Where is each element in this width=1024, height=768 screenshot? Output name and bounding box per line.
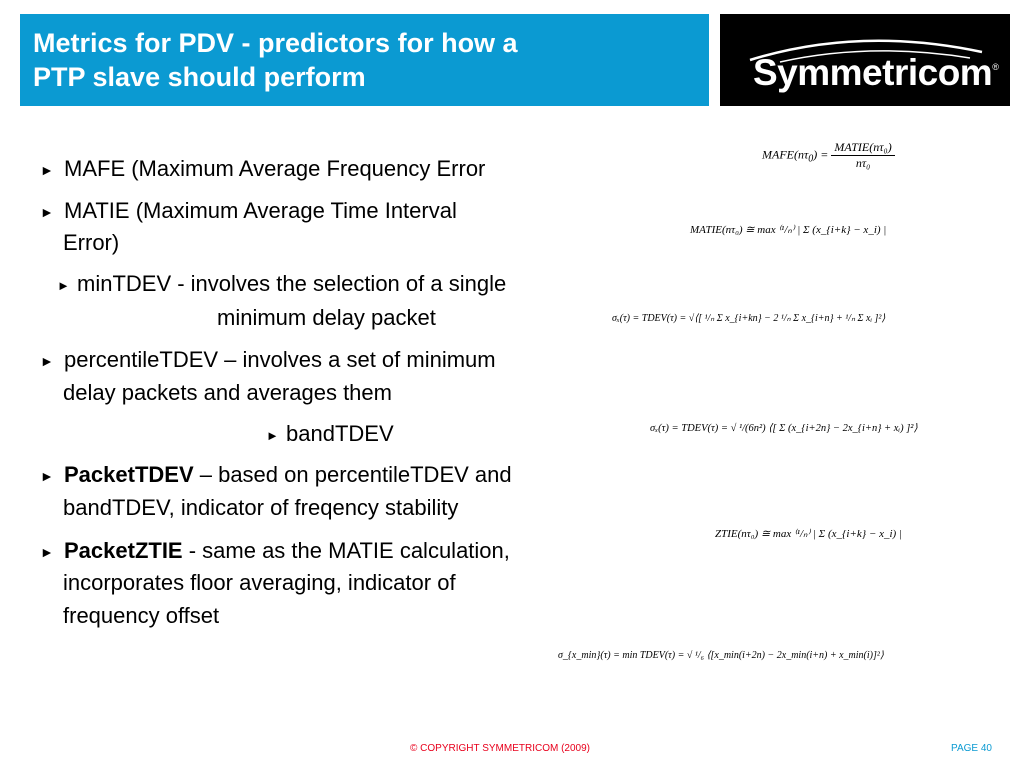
bullet-arrow-icon: ►: [40, 468, 54, 484]
bullet-arrow-icon: ►: [57, 278, 70, 293]
bullet-arrow-icon: ►: [40, 204, 54, 220]
slide-title-line2: PTP slave should perform: [33, 62, 366, 92]
bullet-arrow-icon: ►: [40, 162, 54, 178]
bullet-mintdev-cont: minimum delay packet: [217, 305, 436, 330]
formula-mafe: $MAFE(n\tau_0)$ = $\frac{\text{MATIE(nτ₀)}}{\text{nτ₀}}$: [762, 140, 895, 171]
slide-title-line1: Metrics for PDV - predictors for how a: [33, 28, 518, 58]
copyright-text: © COPYRIGHT SYMMETRICOM (2009): [410, 743, 590, 754]
bullet-matie-cont: Error): [63, 230, 120, 255]
bullet-arrow-icon: ►: [40, 544, 54, 560]
formula-ztie: ZTIE(nτ₀) ≅ max ⁽¹/ₙ⁾ | Σ (x_{i+k} − x_i) |: [715, 528, 902, 540]
bullet-packettdev-cont: bandTDEV, indicator of freqency stability: [63, 495, 459, 520]
logo-wordmark: Symmetricom®: [753, 52, 999, 93]
bullet-arrow-icon: ►: [266, 428, 279, 443]
page-number: PAGE 40: [951, 743, 992, 754]
formula-packet-mintdev: σ_{x_min}(τ) = min TDEV(τ) = √ ¹/₆ ⟨[x_min(i+2n) − 2x_min(i+n) + x_min(i)]²⟩: [558, 650, 884, 661]
bullet-percentiletdev-cont: delay packets and averages them: [63, 380, 392, 405]
formula-matie: MATIE(nτ₀) ≅ max ⁽¹/ₙ⁾ | Σ (x_{i+k} − x_i) |: [690, 224, 887, 236]
bullet-packetztie-cont1: incorporates floor averaging, indicator of: [63, 570, 456, 595]
bullet-mintdev: ► minTDEV - involves the selection of a single: [57, 268, 506, 301]
bullet-packetztie-cont2: frequency offset: [63, 603, 220, 628]
bullet-percentiletdev: ► percentileTDEV – involves a set of minimum: [40, 344, 496, 377]
bullet-bandtdev: ► bandTDEV: [266, 418, 394, 451]
formula-mintdev: σₓ(τ) = TDEV(τ) = √⟨[ ¹/ₙ Σ x_{i+kn} − 2 ¹/ₙ Σ x_{i+n} + ¹/ₙ Σ xᵢ ]²⟩: [612, 313, 886, 324]
bullet-arrow-icon: ►: [40, 353, 54, 369]
bullet-packetztie: ► PacketZTIE - same as the MATIE calculation,: [40, 535, 510, 568]
bullet-mafe: ► MAFE (Maximum Average Frequency Error: [40, 153, 485, 186]
formula-bandtdev: σₓ(τ) = TDEV(τ) = √ ¹/(6n²) ⟨[ Σ (x_{i+2n} − 2x_{i+n} + xᵢ) ]²⟩: [650, 423, 918, 434]
bullet-matie: ► MATIE (Maximum Average Time Interval: [40, 195, 457, 228]
bullet-packettdev: ► PacketTDEV – based on percentileTDEV and: [40, 459, 512, 492]
